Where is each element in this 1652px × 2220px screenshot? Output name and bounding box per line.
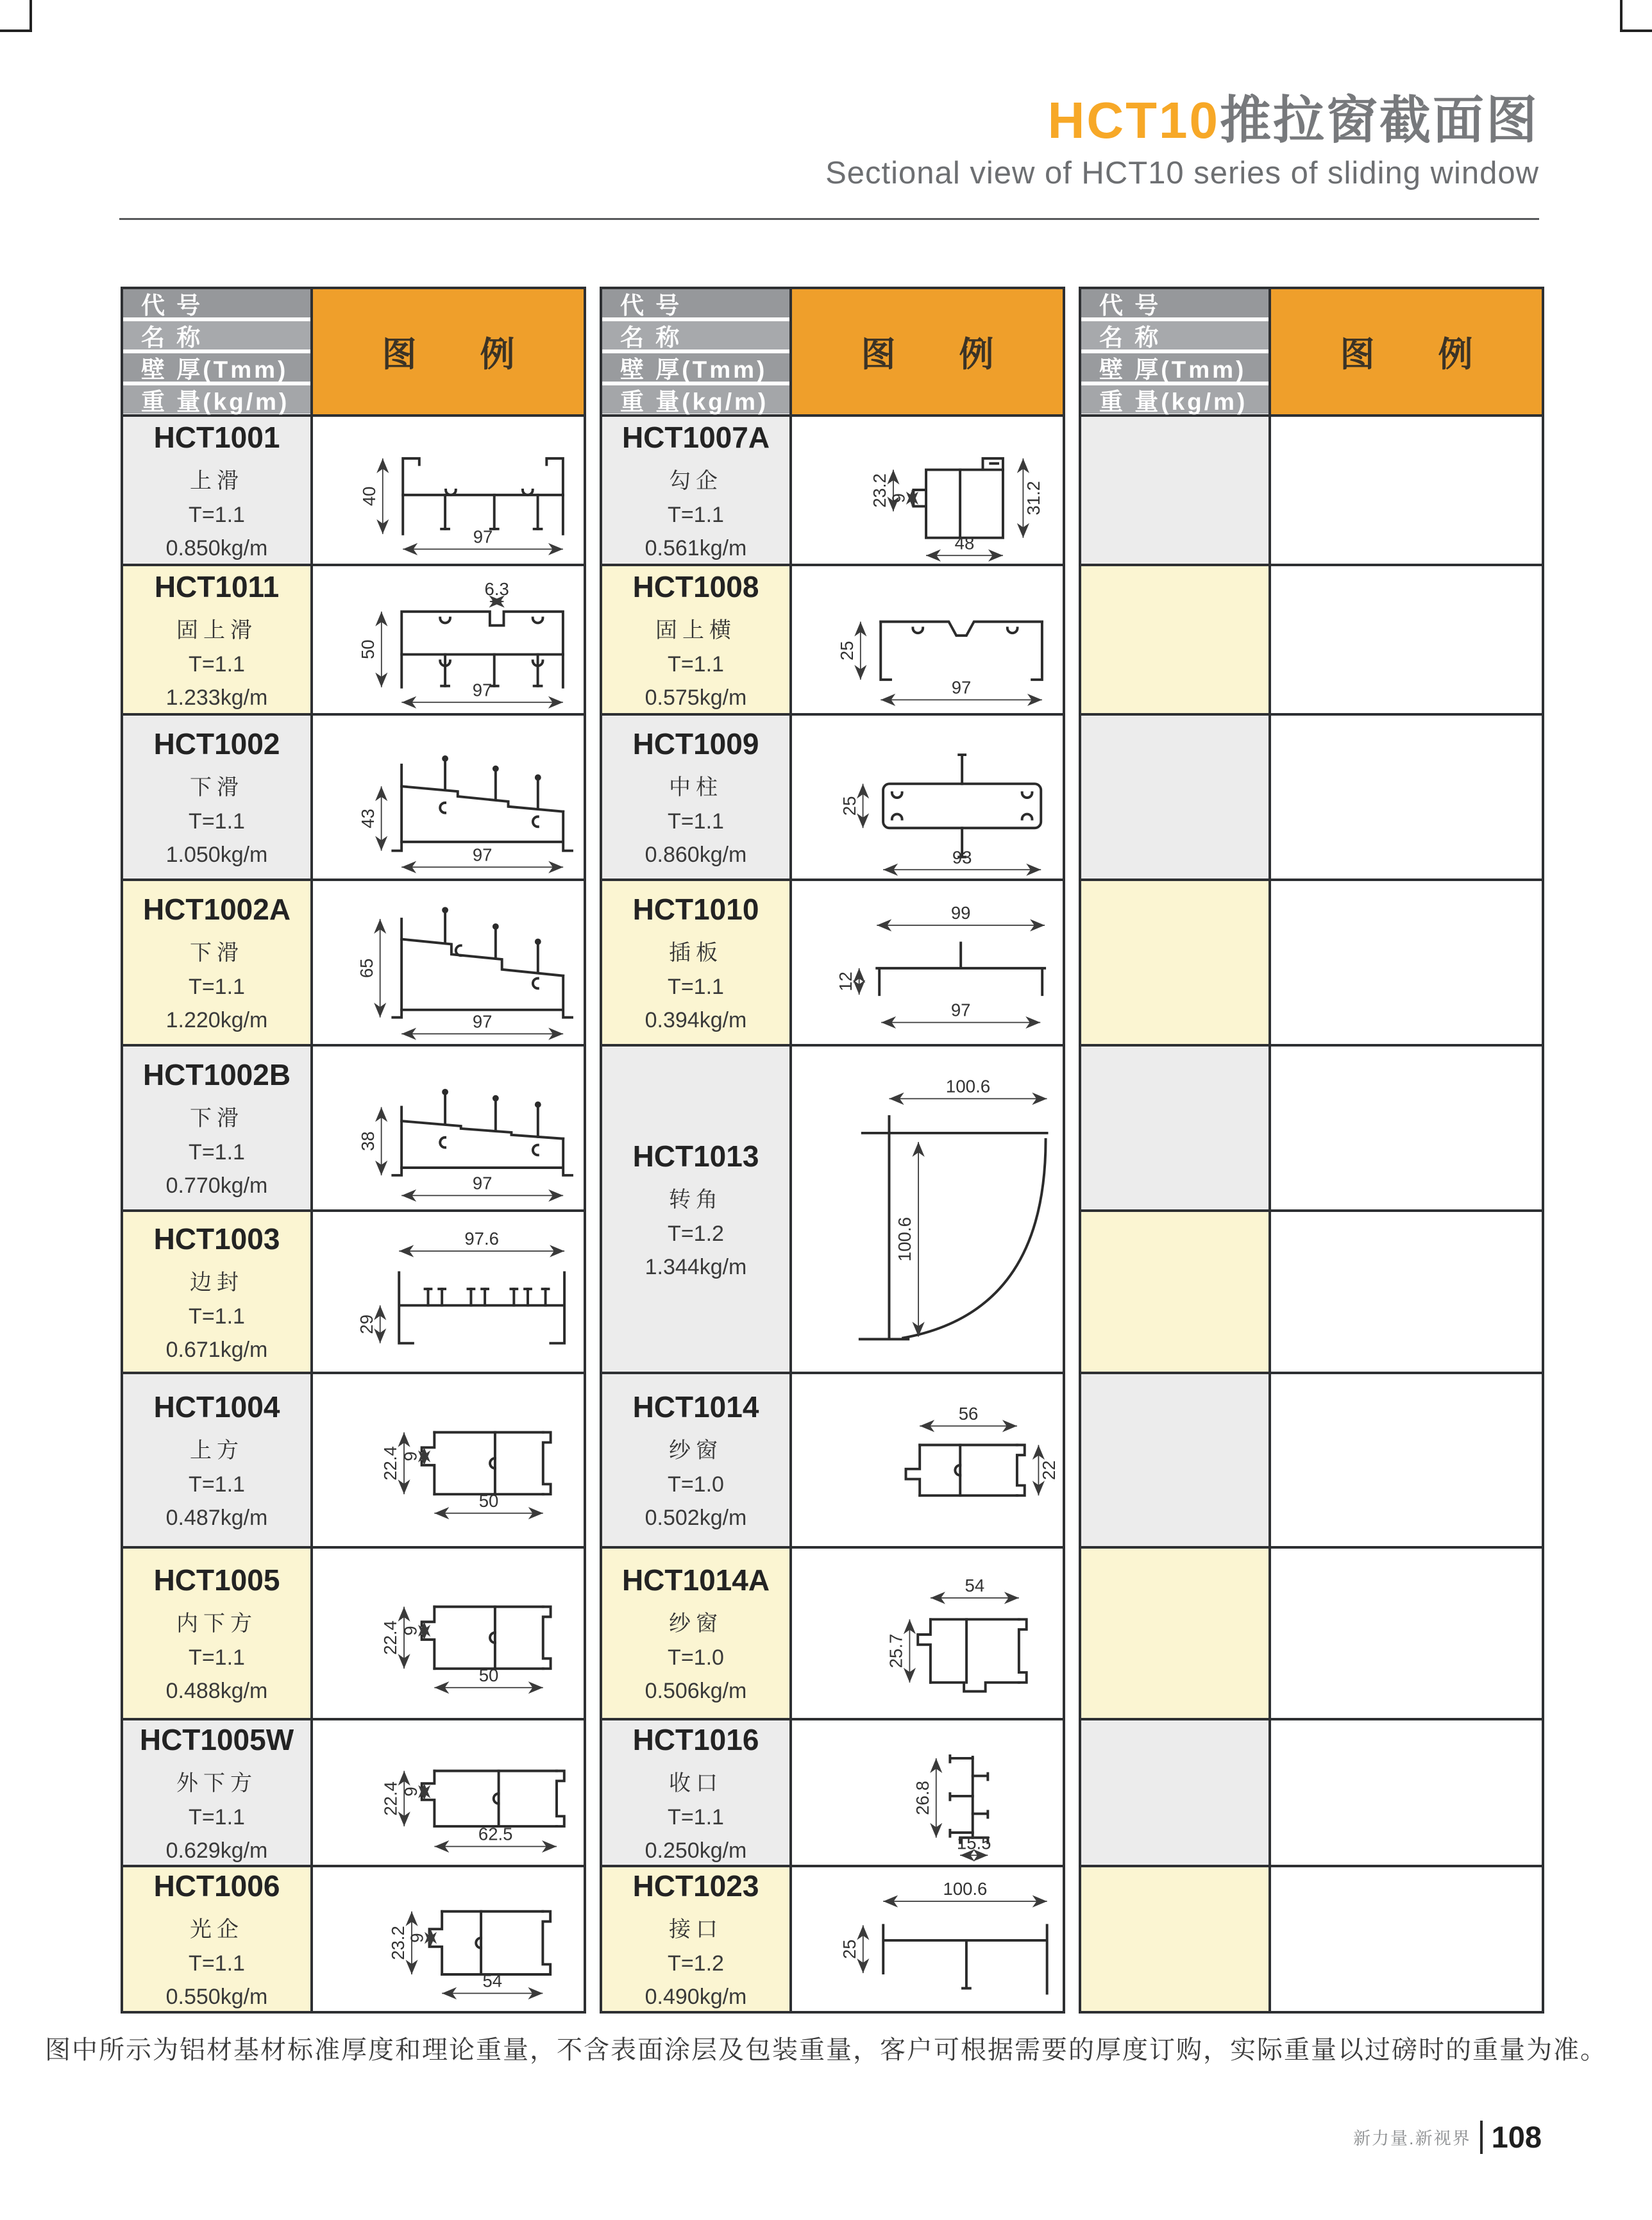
profile-row-HCT1014A bbox=[600, 1549, 1065, 1720]
profile-name: 下滑 bbox=[190, 941, 244, 965]
header-cell-0: 代 号 bbox=[602, 289, 789, 317]
profile-weight: 0.550kg/m bbox=[165, 1985, 268, 2009]
footer-slogan: 新力量.新视界 bbox=[1353, 2129, 1471, 2148]
profile-diagram-cell bbox=[313, 716, 584, 879]
profile-row-empty bbox=[1079, 1720, 1544, 1867]
profile-row-empty bbox=[1079, 1867, 1544, 2014]
dim-label: 56 bbox=[958, 1403, 979, 1424]
profile-diagram-cell bbox=[313, 1867, 584, 2011]
dim-label: 97 bbox=[473, 526, 493, 547]
dim-label: 26.8 bbox=[912, 1781, 932, 1815]
profile-weight: 0.487kg/m bbox=[165, 1506, 268, 1530]
profile-diagram-cell bbox=[313, 1720, 584, 1865]
header-cell-0: 代 号 bbox=[123, 289, 310, 317]
profile-row-empty bbox=[1079, 716, 1544, 881]
dim-label: 22.4 bbox=[380, 1446, 401, 1481]
profile-label-cell bbox=[123, 1047, 313, 1209]
profile-code: HCT1009 bbox=[632, 727, 759, 761]
profile-thickness: T=1.0 bbox=[668, 1472, 724, 1497]
dim-label: 50 bbox=[478, 1490, 499, 1511]
header-cell-3: 重 量(kg/m) bbox=[1081, 385, 1268, 414]
profile-diagram-cell bbox=[313, 1549, 584, 1718]
profile-code: HCT1001 bbox=[153, 420, 280, 454]
profile-drawing-HCT1005W bbox=[313, 1720, 584, 1865]
profile-code: HCT1002 bbox=[153, 727, 280, 761]
dim-label: 62.5 bbox=[478, 1824, 513, 1844]
dim-label: 97 bbox=[472, 1011, 493, 1032]
profile-drawing-HCT1008 bbox=[792, 566, 1063, 713]
profile-label-cell bbox=[602, 1867, 792, 2011]
profile-thickness: T=1.1 bbox=[668, 1804, 724, 1829]
profile-thickness: T=1.1 bbox=[668, 502, 724, 527]
profile-drawing-HCT1002A bbox=[313, 881, 584, 1044]
profile-name: 下滑 bbox=[190, 775, 244, 800]
profile-drawing-HCT1014A bbox=[792, 1549, 1063, 1718]
profile-diagram-cell bbox=[792, 1374, 1063, 1546]
group-header bbox=[121, 287, 586, 417]
profile-weight: 1.233kg/m bbox=[165, 685, 268, 710]
profile-code: HCT1004 bbox=[153, 1390, 280, 1424]
dim-label: 54 bbox=[482, 1971, 503, 1991]
profile-row-HCT1013 bbox=[600, 1047, 1065, 1374]
profile-label-cell bbox=[123, 1374, 313, 1546]
profile-row-HCT1002B bbox=[121, 1047, 586, 1212]
profile-label-cell bbox=[123, 881, 313, 1044]
profile-label-cell bbox=[123, 417, 313, 564]
crop-mark-top-right-h bbox=[1620, 29, 1652, 32]
profile-name: 固上滑 bbox=[176, 618, 257, 643]
profile-diagram-cell bbox=[792, 566, 1063, 713]
profile-diagram-cell bbox=[792, 716, 1063, 879]
profile-row-HCT1009 bbox=[600, 716, 1065, 881]
profile-weight: 0.860kg/m bbox=[645, 843, 747, 867]
profile-name: 纱窗 bbox=[669, 1611, 723, 1636]
profile-weight: 0.490kg/m bbox=[645, 1985, 747, 2009]
header-cell-0: 代 号 bbox=[1081, 289, 1268, 317]
profile-label-cell bbox=[123, 566, 313, 713]
profile-row-HCT1016 bbox=[600, 1720, 1065, 1867]
profile-row-empty bbox=[1079, 881, 1544, 1047]
profile-thickness: T=1.1 bbox=[668, 652, 724, 677]
profile-row-empty bbox=[1079, 417, 1544, 566]
profile-row-HCT1023 bbox=[600, 1867, 1065, 2014]
dim-label: 93 bbox=[952, 847, 972, 868]
profile-code: HCT1007A bbox=[621, 420, 770, 454]
profile-weight: 0.250kg/m bbox=[645, 1838, 747, 1863]
dim-label: 25 bbox=[839, 796, 859, 816]
profile-drawing-HCT1013 bbox=[792, 1047, 1063, 1372]
profile-thickness: T=1.2 bbox=[668, 1221, 724, 1246]
header-cell-1: 名 称 bbox=[123, 321, 310, 349]
profile-thickness: T=1.1 bbox=[189, 809, 245, 834]
dim-label: 9 bbox=[400, 1787, 421, 1797]
profile-weight: 0.506kg/m bbox=[645, 1679, 747, 1703]
profile-weight: 1.344kg/m bbox=[645, 1254, 747, 1279]
profile-label-cell bbox=[123, 1867, 313, 2011]
profile-diagram-cell bbox=[1271, 1374, 1542, 1546]
dim-label: 50 bbox=[478, 1665, 499, 1685]
dim-label: 65 bbox=[356, 958, 376, 979]
profile-diagram-cell bbox=[792, 1549, 1063, 1718]
profile-label-cell bbox=[1081, 1867, 1271, 2011]
profile-diagram-cell bbox=[313, 1374, 584, 1546]
profile-label-cell bbox=[123, 1549, 313, 1718]
header-cell-1: 名 称 bbox=[1081, 321, 1268, 349]
profile-diagram-cell bbox=[1271, 1549, 1542, 1718]
crop-mark-top-right-v bbox=[1620, 0, 1622, 32]
profile-label-cell bbox=[602, 417, 792, 564]
profile-label-cell bbox=[123, 716, 313, 879]
dim-label: 25 bbox=[837, 641, 857, 660]
profile-thickness: T=1.1 bbox=[189, 1645, 245, 1670]
profile-row-empty bbox=[1079, 1549, 1544, 1720]
profile-diagram-cell bbox=[1271, 566, 1542, 713]
profile-label-cell bbox=[1081, 1374, 1271, 1546]
profile-name: 边封 bbox=[190, 1270, 244, 1295]
crop-mark-top-left-h bbox=[0, 29, 32, 32]
header-cell-2: 壁 厚(Tmm) bbox=[123, 353, 310, 382]
profile-code: HCT1023 bbox=[632, 1869, 759, 1903]
profile-diagram-cell bbox=[313, 1047, 584, 1209]
profile-row-HCT1007A bbox=[600, 417, 1065, 566]
profile-weight: 0.575kg/m bbox=[645, 685, 747, 710]
profile-row-HCT1008 bbox=[600, 566, 1065, 716]
header-label-column bbox=[602, 289, 792, 414]
profile-thickness: T=1.1 bbox=[189, 1140, 245, 1165]
profile-drawing-HCT1007A bbox=[792, 417, 1063, 564]
group-header bbox=[1079, 287, 1544, 417]
profile-label-cell bbox=[1081, 1047, 1271, 1209]
header-cell-2: 壁 厚(Tmm) bbox=[602, 353, 789, 382]
dim-label: 23.2 bbox=[870, 473, 890, 508]
profile-diagram-cell bbox=[792, 417, 1063, 564]
profile-row-empty bbox=[1079, 1212, 1544, 1374]
profile-diagram-cell bbox=[1271, 1720, 1542, 1865]
profile-weight: 0.671kg/m bbox=[165, 1337, 268, 1362]
table-group-2 bbox=[600, 287, 1065, 2014]
catalog-table bbox=[121, 287, 1544, 2014]
profile-name: 上方 bbox=[190, 1438, 244, 1463]
dim-label: 40 bbox=[358, 486, 379, 507]
profile-label-cell bbox=[602, 716, 792, 879]
dim-label: 15.5 bbox=[956, 1833, 991, 1853]
profile-drawing-HCT1009 bbox=[792, 716, 1063, 879]
profile-diagram-cell bbox=[313, 566, 584, 713]
profile-name: 勾企 bbox=[669, 468, 723, 493]
profile-weight: 0.770kg/m bbox=[165, 1173, 268, 1198]
profile-label-cell bbox=[1081, 1720, 1271, 1865]
footer-divider-bar bbox=[1480, 2121, 1483, 2154]
profile-diagram-cell bbox=[313, 1212, 584, 1372]
dim-label: 31.2 bbox=[1023, 481, 1043, 516]
header-cell-3: 重 量(kg/m) bbox=[602, 385, 789, 414]
profile-code: HCT1005W bbox=[139, 1722, 294, 1756]
dim-label: 100.6 bbox=[945, 1076, 991, 1097]
profile-label-cell bbox=[1081, 1212, 1271, 1372]
title-block bbox=[825, 94, 1539, 191]
profile-drawing-HCT1005 bbox=[313, 1549, 584, 1718]
profile-thickness: T=1.1 bbox=[189, 652, 245, 677]
profile-label-cell bbox=[602, 881, 792, 1044]
profile-label-cell bbox=[602, 566, 792, 713]
dim-label: 23.2 bbox=[388, 1926, 409, 1960]
profile-code: HCT1016 bbox=[632, 1722, 759, 1756]
profile-diagram-cell bbox=[1271, 1867, 1542, 2011]
profile-drawing-HCT1004 bbox=[313, 1374, 584, 1546]
profile-code: HCT1011 bbox=[154, 569, 280, 603]
profile-row-HCT1005 bbox=[121, 1549, 586, 1720]
profile-diagram-cell bbox=[792, 1867, 1063, 2011]
profile-code: HCT1002B bbox=[142, 1058, 291, 1091]
profile-diagram-cell bbox=[1271, 716, 1542, 879]
dim-label: 97 bbox=[472, 680, 493, 700]
profile-weight: 1.050kg/m bbox=[165, 843, 268, 867]
page-title bbox=[825, 94, 1539, 147]
dim-label: 9 bbox=[400, 1451, 421, 1461]
profile-thickness: T=1.1 bbox=[189, 1304, 245, 1329]
dim-label: 99 bbox=[950, 903, 971, 923]
dim-label: 100.6 bbox=[895, 1216, 915, 1262]
profile-name: 插板 bbox=[669, 941, 723, 965]
profile-drawing-HCT1003 bbox=[313, 1212, 584, 1372]
profile-label-cell bbox=[602, 1374, 792, 1546]
dim-label: 6.3 bbox=[484, 579, 509, 600]
profile-label-cell bbox=[1081, 716, 1271, 879]
profile-row-empty bbox=[1079, 566, 1544, 716]
profile-name: 转角 bbox=[669, 1187, 723, 1212]
profile-diagram-cell bbox=[313, 881, 584, 1044]
profile-drawing-HCT1001 bbox=[313, 417, 584, 564]
page-subtitle: Sectional view of HCT10 series of sliding window bbox=[825, 156, 1539, 190]
profile-code: HCT1006 bbox=[153, 1869, 280, 1903]
profile-label-cell bbox=[602, 1720, 792, 1865]
profile-row-empty bbox=[1079, 1047, 1544, 1212]
profile-label-cell bbox=[123, 1720, 313, 1865]
profile-diagram-cell bbox=[1271, 1212, 1542, 1372]
dim-label: 97.6 bbox=[464, 1229, 499, 1249]
legend-header: 图 例 bbox=[313, 289, 584, 414]
dim-label: 29 bbox=[356, 1314, 376, 1334]
profile-diagram-cell bbox=[792, 1047, 1063, 1372]
table-group-1 bbox=[121, 287, 586, 2014]
profile-code: HCT1014 bbox=[632, 1390, 759, 1424]
profile-name: 中柱 bbox=[669, 775, 723, 800]
profile-diagram-cell bbox=[792, 881, 1063, 1044]
profile-thickness: T=1.1 bbox=[189, 502, 245, 527]
dim-label: 97 bbox=[472, 1173, 493, 1193]
profile-code: HCT1014A bbox=[621, 1563, 770, 1597]
dim-label: 22.4 bbox=[380, 1781, 401, 1816]
table-group-3 bbox=[1079, 287, 1544, 2014]
profile-drawing-HCT1002 bbox=[313, 716, 584, 879]
profile-weight: 0.850kg/m bbox=[165, 535, 268, 560]
profile-name: 内下方 bbox=[176, 1611, 257, 1636]
profile-label-cell bbox=[602, 1047, 792, 1372]
header-label-column bbox=[123, 289, 313, 414]
profile-drawing-HCT1002B bbox=[313, 1047, 584, 1209]
profile-row-HCT1014 bbox=[600, 1374, 1065, 1549]
profile-label-cell bbox=[123, 1212, 313, 1372]
header-label-column bbox=[1081, 289, 1271, 414]
profile-label-cell bbox=[1081, 1549, 1271, 1718]
dim-label: 97 bbox=[472, 845, 493, 865]
dim-label: 25.7 bbox=[886, 1633, 906, 1669]
title-divider-rule bbox=[119, 218, 1539, 220]
profile-thickness: T=1.1 bbox=[189, 1951, 245, 1976]
profile-row-HCT1006 bbox=[121, 1867, 586, 2014]
profile-name: 接口 bbox=[669, 1917, 723, 1942]
dim-label: 100.6 bbox=[943, 1879, 988, 1899]
profile-row-HCT1003 bbox=[121, 1212, 586, 1374]
profile-diagram-cell bbox=[313, 417, 584, 564]
profile-diagram-cell bbox=[1271, 1047, 1542, 1209]
profile-name: 光企 bbox=[190, 1917, 244, 1942]
dim-label: 22 bbox=[1039, 1460, 1059, 1481]
profile-drawing-HCT1023 bbox=[792, 1867, 1063, 2011]
profile-code: HCT1005 bbox=[153, 1563, 280, 1597]
dim-label: 9 bbox=[407, 1933, 427, 1943]
dim-label: 50 bbox=[358, 639, 378, 660]
page-footer bbox=[1353, 2119, 1542, 2155]
legend-header: 图 例 bbox=[792, 289, 1063, 414]
profile-thickness: T=1.1 bbox=[189, 975, 245, 999]
title-series-code: HCT10 bbox=[1047, 92, 1220, 149]
dim-label: 22.4 bbox=[380, 1620, 401, 1655]
profile-drawing-HCT1006 bbox=[313, 1867, 584, 2011]
dim-label: 9 bbox=[888, 493, 909, 503]
dim-label: 54 bbox=[965, 1575, 985, 1595]
profile-row-HCT1002A bbox=[121, 881, 586, 1047]
profile-diagram-cell bbox=[1271, 881, 1542, 1044]
profile-thickness: T=1.1 bbox=[189, 1472, 245, 1497]
profile-weight: 1.220kg/m bbox=[165, 1008, 268, 1032]
profile-drawing-HCT1010 bbox=[792, 881, 1063, 1044]
profile-label-cell bbox=[602, 1549, 792, 1718]
footnote: 图中所示为铝材基材标准厚度和理论重量，不含表面涂层及包装重量，客户可根据需要的厚度订购，实际重量以过磅时的重量为准。 bbox=[45, 2036, 1607, 2064]
profile-name: 外下方 bbox=[176, 1770, 257, 1795]
profile-thickness: T=1.0 bbox=[668, 1645, 724, 1670]
dim-label: 48 bbox=[954, 533, 975, 553]
profile-name: 收口 bbox=[669, 1770, 723, 1795]
profile-weight: 0.488kg/m bbox=[165, 1679, 268, 1703]
header-cell-1: 名 称 bbox=[602, 321, 789, 349]
profile-thickness: T=1.2 bbox=[668, 1951, 724, 1976]
profile-drawing-HCT1016 bbox=[792, 1720, 1063, 1865]
profile-row-HCT1001 bbox=[121, 417, 586, 566]
profile-code: HCT1013 bbox=[632, 1139, 759, 1173]
profile-drawing-HCT1011 bbox=[313, 566, 584, 713]
dim-label: 38 bbox=[357, 1131, 378, 1151]
header-cell-3: 重 量(kg/m) bbox=[123, 385, 310, 414]
legend-header: 图 例 bbox=[1271, 289, 1542, 414]
profile-weight: 0.502kg/m bbox=[645, 1506, 747, 1530]
profile-row-HCT1005W bbox=[121, 1720, 586, 1867]
crop-mark-top-left-v bbox=[30, 0, 32, 32]
profile-name: 下滑 bbox=[190, 1106, 244, 1131]
profile-row-HCT1010 bbox=[600, 881, 1065, 1047]
profile-row-empty bbox=[1079, 1374, 1544, 1549]
profile-code: HCT1008 bbox=[632, 569, 759, 603]
profile-label-cell bbox=[1081, 417, 1271, 564]
profile-row-HCT1002 bbox=[121, 716, 586, 881]
profile-weight: 0.561kg/m bbox=[645, 535, 747, 560]
profile-weight: 0.394kg/m bbox=[645, 1008, 747, 1032]
dim-label: 43 bbox=[357, 809, 378, 828]
profile-row-HCT1011 bbox=[121, 566, 586, 716]
profile-name: 纱窗 bbox=[669, 1438, 723, 1463]
page-number: 108 bbox=[1491, 2120, 1542, 2154]
dim-label: 97 bbox=[951, 677, 972, 698]
profile-name: 固上横 bbox=[655, 618, 736, 643]
profile-thickness: T=1.1 bbox=[668, 975, 724, 999]
profile-thickness: T=1.1 bbox=[189, 1804, 245, 1829]
profile-thickness: T=1.1 bbox=[668, 809, 724, 834]
profile-code: HCT1002A bbox=[142, 893, 291, 926]
profile-code: HCT1003 bbox=[153, 1222, 280, 1256]
group-header bbox=[600, 287, 1065, 417]
profile-label-cell bbox=[1081, 566, 1271, 713]
dim-label: 97 bbox=[950, 1000, 971, 1020]
profile-diagram-cell bbox=[1271, 417, 1542, 564]
title-chinese: 推拉窗截面图 bbox=[1220, 92, 1539, 149]
profile-row-HCT1004 bbox=[121, 1374, 586, 1549]
profile-code: HCT1010 bbox=[632, 893, 759, 926]
header-cell-2: 壁 厚(Tmm) bbox=[1081, 353, 1268, 382]
profile-drawing-HCT1014 bbox=[792, 1374, 1063, 1546]
profile-label-cell bbox=[1081, 881, 1271, 1044]
dim-label: 12 bbox=[835, 971, 856, 991]
dim-label: 25 bbox=[839, 1939, 859, 1960]
profile-name: 上滑 bbox=[190, 468, 244, 493]
profile-diagram-cell bbox=[792, 1720, 1063, 1865]
dim-label: 9 bbox=[400, 1626, 421, 1636]
profile-weight: 0.629kg/m bbox=[165, 1838, 268, 1863]
